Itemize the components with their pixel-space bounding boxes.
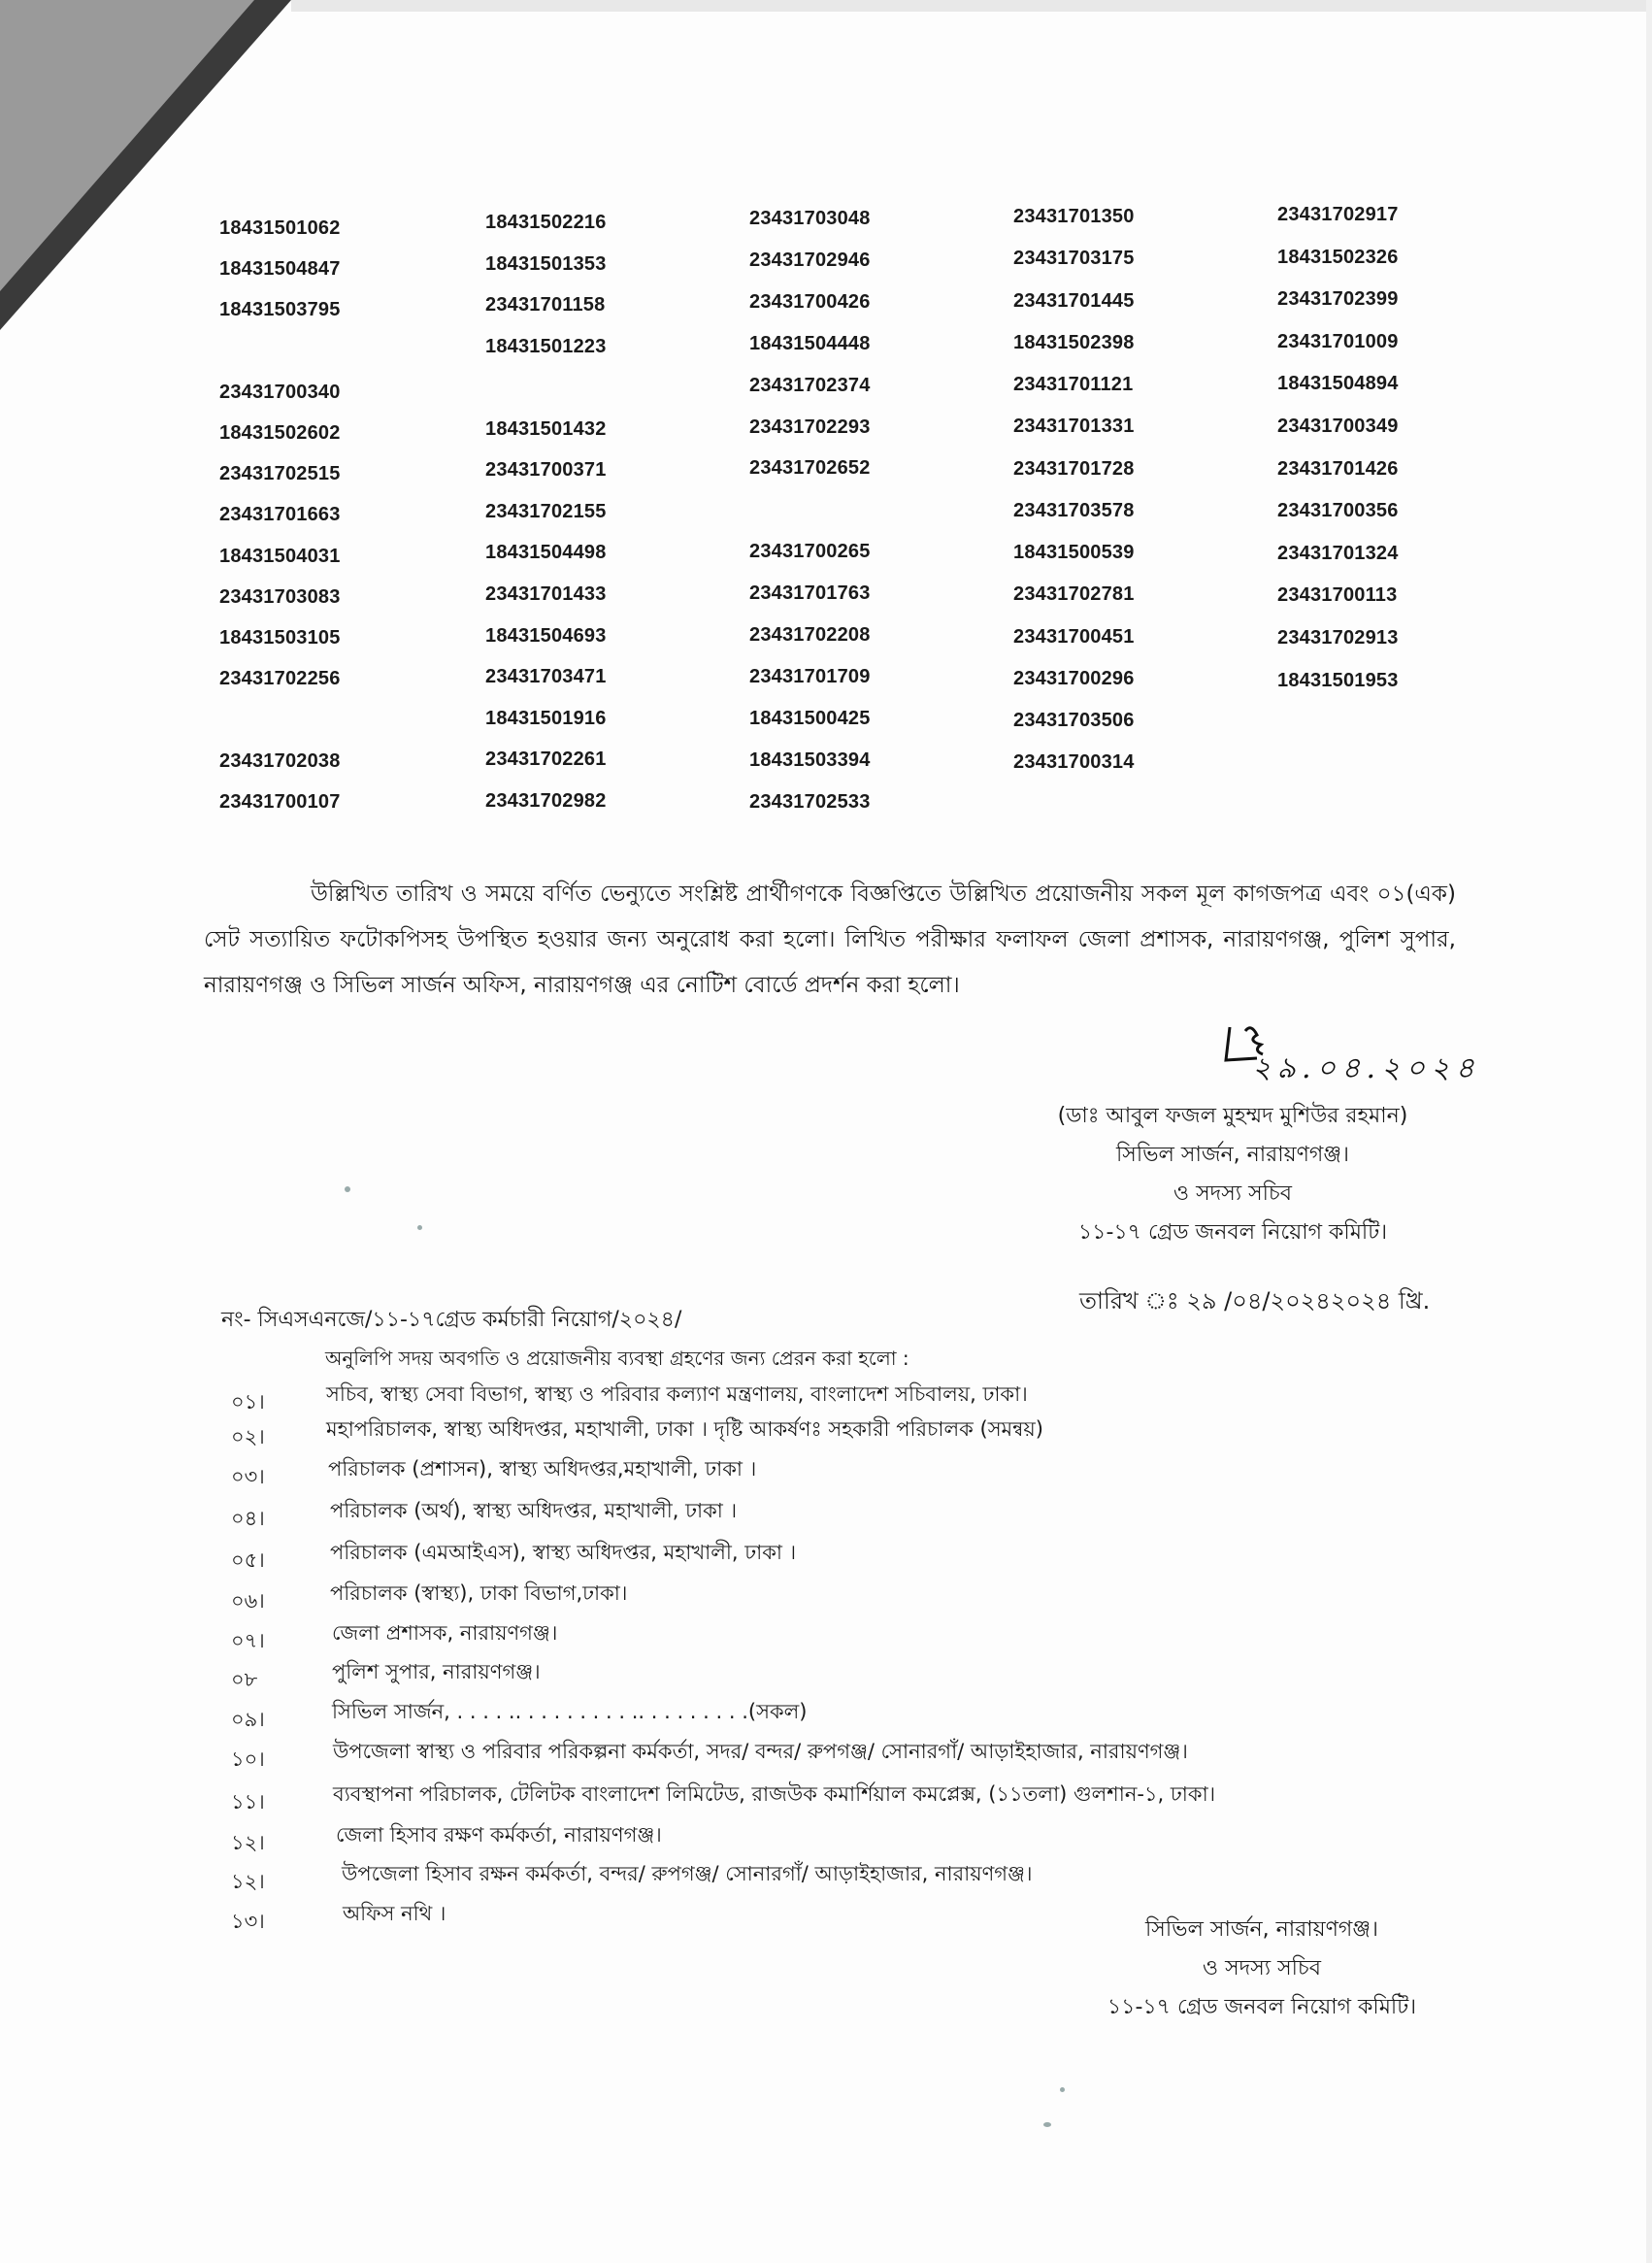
roll-number: 23431702208 <box>749 624 871 646</box>
roll-number: 23431702781 <box>1013 583 1135 606</box>
roll-number: 18431501953 <box>1277 669 1399 691</box>
roll-number: 18431501432 <box>485 417 607 440</box>
roll-number: 18431501223 <box>485 335 607 357</box>
roll-number: 23431700340 <box>219 381 341 403</box>
roll-number: 23431702533 <box>749 790 871 813</box>
roll-number: 23431701663 <box>219 504 341 526</box>
body-paragraph-text: উল্লিখিত তারিখ ও সময়ে বর্ণিত ভেন্যুতে সংশ্লিষ্ট প্রার্থীগণকে বিজ্ঞপ্তিতে উল্লিখিত প্রয়োজনীয় সকল মূল কাগজপত্র এবং ০১(এক) সেট সত্যায়িত ফটোকপিসহ উপস্থিত হওয়ার জন্য অনুরোধ করা হলো। লিখিত পরীক্ষার ফলাফল জেলা প্রশাসক, নারায়ণগঞ্জ, পুলিশ সুপার, নারায়ণগঞ্জ ও সিভিল সার্জন অফিস, নারায়ণগঞ্জ এর নোটিশ বোর্ডে প্রদর্শন করা হলো। <box>204 882 1456 998</box>
copy-item-number: ০১। <box>231 1390 265 1414</box>
copy-item-number: ১০। <box>231 1747 265 1771</box>
roll-number: 23431701433 <box>485 582 607 605</box>
roll-number: 23431700451 <box>1013 625 1135 648</box>
scan-speck <box>417 1225 422 1230</box>
roll-number: 23431702652 <box>749 457 871 480</box>
body-paragraph <box>204 872 1456 1009</box>
copy-item-number: ১২। <box>231 1870 265 1893</box>
folded-corner-shade <box>0 0 254 291</box>
roll-number: 23431701158 <box>485 294 606 316</box>
roll-number: 18431501353 <box>485 252 607 275</box>
copy-item-number: ১২। <box>231 1831 265 1854</box>
roll-number: 23431700371 <box>485 459 607 482</box>
roll-number: 23431703578 <box>1013 499 1135 521</box>
roll-number: 18431500425 <box>749 707 871 729</box>
signatory-block <box>980 1097 1485 1252</box>
roll-number: 23431700296 <box>1013 667 1135 689</box>
roll-number: 23431702256 <box>219 668 341 690</box>
copy-item-number: ০৬। <box>231 1589 265 1613</box>
roll-number: 18431504448 <box>749 332 871 354</box>
roll-number: 18431501916 <box>485 707 607 729</box>
roll-number: 23431703471 <box>485 666 607 688</box>
copy-intro: অনুলিপি সদয় অবগতি ও প্রয়োজনীয় ব্যবস্থা গ্রহণের জন্য প্রেরন করা হলো : <box>325 1347 909 1370</box>
footer-committee: ১১-১৭ গ্রেড জনবল নিয়োগ কমিটি। <box>1107 1995 1417 2019</box>
roll-number: 23431701445 <box>1013 289 1135 312</box>
roll-number: 23431702515 <box>219 463 341 485</box>
roll-number: 23431701728 <box>1013 457 1135 480</box>
roll-number: 18431504847 <box>219 258 341 281</box>
copy-item-number: ১১। <box>231 1790 265 1814</box>
roll-number: 18431504031 <box>219 545 341 567</box>
roll-number: 23431700265 <box>749 541 871 563</box>
handwritten-signature <box>1218 1021 1529 1089</box>
roll-number: 23431703506 <box>1013 710 1135 731</box>
footer-designation: সিভিল সার্জন, নারায়ণগঞ্জ। <box>1145 1917 1378 1942</box>
copy-item-text: পরিচালক (প্রশাসন), স্বাস্থ্য অধিদপ্তর,মহাখালী, ঢাকা । <box>328 1457 757 1481</box>
roll-number: 23431701709 <box>749 665 871 687</box>
copy-item-number: ১৩। <box>231 1910 265 1933</box>
roll-number: 23431702261 <box>485 749 607 771</box>
roll-number: 18431503105 <box>219 627 341 649</box>
roll-number: 23431703175 <box>1013 248 1135 270</box>
roll-number: 23431702399 <box>1277 288 1399 311</box>
copy-item-number: ০৪। <box>231 1507 265 1530</box>
roll-number: 23431703083 <box>219 585 341 608</box>
copy-item-text: উপজেলা স্বাস্থ্য ও পরিবার পরিকল্পনা কর্মকর্তা, সদর/ বন্দর/ রুপগঞ্জ/ সোনারগাঁ/ আড়াইহাজার, নারায়ণগঞ্জ। <box>333 1740 1188 1763</box>
copy-item-text: সিভিল সার্জন, . . . . .. . . . . . . . . .. . . . . . . . .(সকল) <box>332 1700 808 1723</box>
memo-number: নং- সিএসএনজে/১১-১৭গ্রেড কর্মচারী নিয়োগ/২০২৪/ <box>221 1308 682 1332</box>
copy-item-text: ব্যবস্থাপনা পরিচালক, টেলিটক বাংলাদেশ লিমিটেড, রাজউক কমার্শিয়াল কমপ্লেক্স, (১১তলা) গুলশান-১, ঢাকা। <box>333 1782 1216 1806</box>
copy-item-text: জেলা হিসাব রক্ষণ কর্মকর্তা, নারায়ণগঞ্জ। <box>336 1823 662 1847</box>
roll-number: 18431500539 <box>1013 542 1135 563</box>
roll-number: 23431702917 <box>1277 204 1399 225</box>
copy-item-number: ০৯। <box>231 1708 265 1731</box>
roll-number: 23431702982 <box>485 789 607 812</box>
footer-signatory <box>1068 1911 1456 2027</box>
roll-number: 23431700314 <box>1013 751 1135 774</box>
roll-number: 23431702038 <box>219 749 341 772</box>
roll-number: 18431502216 <box>485 212 607 233</box>
signatory-name: (ডাঃ আবুল ফজল মুহম্মদ মুশিউর রহমান) <box>1057 1104 1408 1128</box>
roll-number: 18431503795 <box>219 299 341 321</box>
signatory-designation: সিভিল সার্জন, নারায়ণগঞ্জ। <box>1116 1143 1349 1167</box>
roll-number: 18431503394 <box>749 749 871 771</box>
copy-item-text: পরিচালক (এমআইএস), স্বাস্থ্য অধিদপ্তর, মহাখালী, ঢাকা । <box>330 1541 797 1564</box>
signatory-role: ও সদস্য সচিব <box>1173 1181 1293 1206</box>
roll-number: 23431701121 <box>1013 374 1134 395</box>
roll-number-grid <box>219 204 1481 825</box>
roll-number: 23431701426 <box>1277 457 1399 480</box>
copy-item-text: পরিচালক (অর্থ), স্বাস্থ্য অধিদপ্তর, মহাখালী, ঢাকা । <box>330 1499 738 1522</box>
copy-item-text: অফিস নথি । <box>343 1902 446 1925</box>
scan-speck <box>345 1186 350 1192</box>
page-right-edge <box>1646 0 1652 2263</box>
copy-item-text: মহাপরিচালক, স্বাস্থ্য অধিদপ্তর, মহাখালী, ঢাকা । দৃষ্টি আকর্ষণঃ সহকারী পরিচালক (সমন্বয়) <box>326 1417 1043 1441</box>
roll-number: 23431702293 <box>749 416 871 438</box>
copy-item-number: ০৮ <box>231 1668 258 1691</box>
copy-item-number: ০৫। <box>231 1548 265 1572</box>
copy-item-number: ০৩। <box>231 1465 265 1488</box>
roll-number: 23431702155 <box>485 500 607 522</box>
roll-number: 18431502602 <box>219 422 341 444</box>
roll-number: 23431701763 <box>749 582 871 605</box>
scan-speck <box>1043 2122 1051 2127</box>
roll-number: 23431700426 <box>749 290 871 313</box>
roll-number: 23431703048 <box>749 208 871 229</box>
copy-item-text: উপজেলা হিসাব রক্ষন কর্মকর্তা, বন্দর/ রুপগঞ্জ/ সোনারগাঁ/ আড়াইহাজার, নারায়ণগঞ্জ। <box>342 1862 1033 1885</box>
roll-number: 18431502398 <box>1013 331 1135 353</box>
copy-item-text: পুলিশ সুপার, নারায়ণগঞ্জ। <box>332 1660 541 1683</box>
signatory-committee: ১১-১৭ গ্রেড জনবল নিয়োগ কমিটি। <box>1077 1220 1388 1245</box>
page-top-edge <box>291 0 1652 12</box>
copy-item-text: পরিচালক (স্বাস্থ্য), ঢাকা বিভাগ,ঢাকা। <box>330 1581 628 1605</box>
roll-number: 23431700107 <box>219 790 341 813</box>
roll-number: 23431701350 <box>1013 206 1135 227</box>
copy-item-text: জেলা প্রশাসক, নারায়ণগঞ্জ। <box>332 1621 558 1645</box>
footer-role: ও সদস্য সচিব <box>1202 1956 1322 1980</box>
roll-number: 23431702374 <box>749 374 871 396</box>
roll-number: 23431700356 <box>1277 500 1399 522</box>
roll-number: 23431701009 <box>1277 330 1399 352</box>
scan-speck <box>1060 2087 1065 2092</box>
copy-item-number: ০২। <box>231 1425 265 1448</box>
signature-date: ২৯.০৪.২০২৪ <box>1252 1051 1481 1085</box>
roll-number: 18431504693 <box>485 624 607 647</box>
roll-number: 23431700349 <box>1277 416 1399 437</box>
roll-number: 23431700113 <box>1277 584 1398 607</box>
copy-item-text: সচিব, স্বাস্থ্য সেবা বিভাগ, স্বাস্থ্য ও পরিবার কল্যাণ মন্ত্রণালয়, বাংলাদেশ সচিবালয়, ঢাকা। <box>326 1382 1028 1406</box>
copy-item-number: ০৭। <box>231 1629 265 1652</box>
roll-number: 18431504498 <box>485 542 607 564</box>
roll-number: 18431504894 <box>1277 373 1399 395</box>
roll-number: 23431702913 <box>1277 627 1399 649</box>
roll-number: 18431501062 <box>219 217 341 239</box>
roll-number: 23431702946 <box>749 249 871 271</box>
memo-date: তারিখ ঃ ২৯ /০৪/২০২৪২০২৪ খ্রি. <box>1079 1287 1431 1315</box>
roll-number: 18431502326 <box>1277 246 1399 268</box>
roll-number: 23431701331 <box>1013 416 1135 438</box>
roll-number: 23431701324 <box>1277 542 1399 564</box>
